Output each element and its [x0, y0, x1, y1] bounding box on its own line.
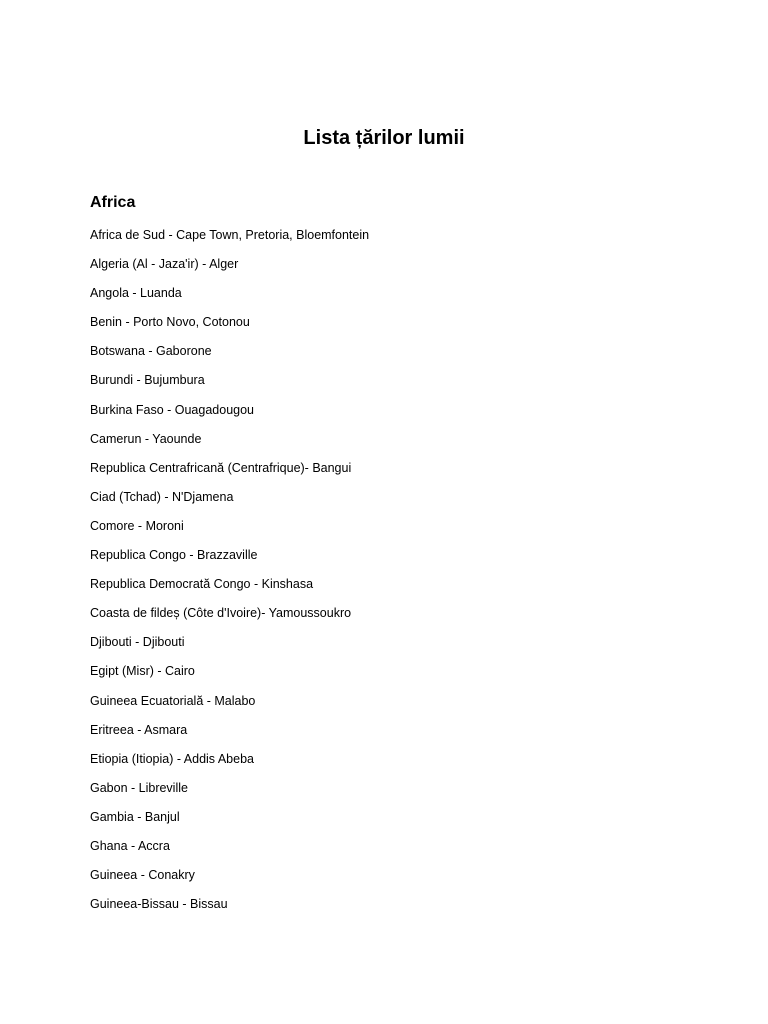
- list-item: Coasta de fildeș (Côte d'Ivoire)- Yamoussoukro: [90, 606, 352, 621]
- list-item: Etiopia (Itiopia) - Addis Abeba: [90, 751, 254, 766]
- country-list: [90, 226, 369, 924]
- list-item: Djibouti - Djibouti: [90, 635, 185, 650]
- list-item: Ciad (Tchad) - N'Djamena: [90, 489, 234, 504]
- list-item: Angola - Luanda: [90, 286, 182, 301]
- list-item: Republica Democrată Congo - Kinshasa: [90, 577, 314, 592]
- list-item: Ghana - Accra: [90, 838, 170, 853]
- list-item: Egipt (Misr) - Cairo: [90, 664, 195, 679]
- list-item: Guineea-Bissau - Bissau: [90, 897, 228, 912]
- list-item: Botswana - Gaborone: [90, 344, 212, 359]
- list-item: Gambia - Banjul: [90, 809, 180, 824]
- list-item: Comore - Moroni: [90, 518, 184, 533]
- section-heading-africa: Africa: [90, 194, 136, 211]
- list-item: Burundi - Bujumbura: [90, 373, 205, 388]
- list-item: Gabon - Libreville: [90, 780, 188, 795]
- list-item: Eritreea - Asmara: [90, 722, 188, 737]
- list-item: Republica Centrafricană (Centrafrique)- Bangui: [90, 460, 352, 475]
- list-item: Algeria (Al - Jaza'ir) - Alger: [90, 257, 239, 272]
- list-item: Republica Congo - Brazzaville: [90, 548, 258, 563]
- list-item: Guineea Ecuatorială - Malabo: [90, 693, 256, 708]
- list-item: Burkina Faso - Ouagadougou: [90, 402, 254, 417]
- list-item: Guineea - Conakry: [90, 868, 195, 883]
- document-title: Lista țărilor lumii: [303, 127, 465, 149]
- list-item: Africa de Sud - Cape Town, Pretoria, Bloemfontein: [90, 228, 370, 242]
- list-item: Benin - Porto Novo, Cotonou: [90, 315, 250, 330]
- list-item: Camerun - Yaounde: [90, 431, 202, 446]
